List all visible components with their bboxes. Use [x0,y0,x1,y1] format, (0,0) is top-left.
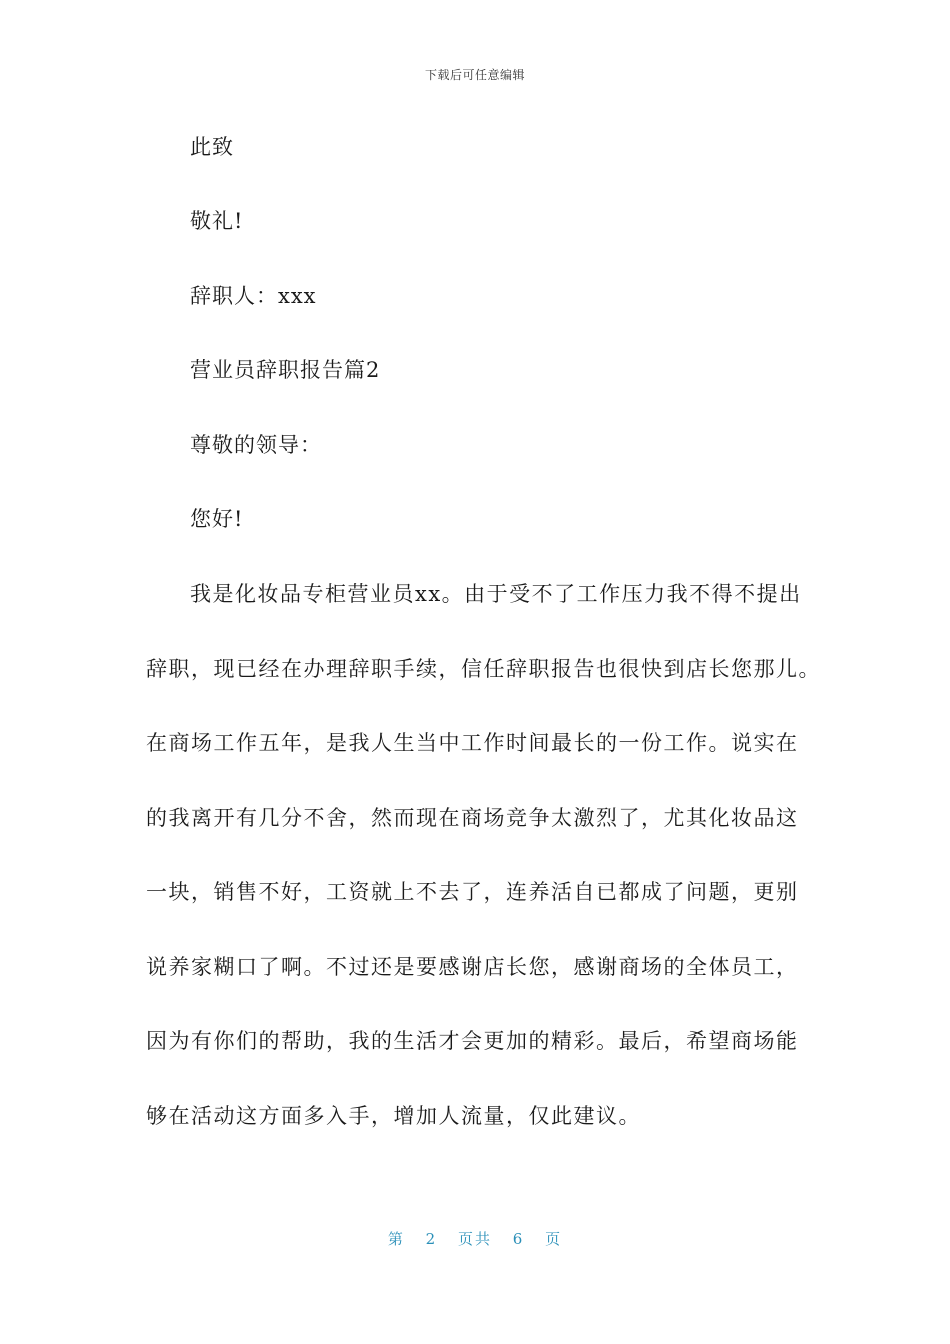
body-line: 辞职，现已经在办理辞职手续，信任辞职报告也很快到店长您那儿。 [146,657,821,681]
greeting-line: 您好! [190,507,244,531]
closing-line: 此致 [190,135,234,159]
salute-line: 敬礼! [190,209,244,233]
section-heading: 营业员辞职报告篇2 [190,358,381,382]
addressee-line: 尊敬的领导： [190,433,322,457]
body-line: 在商场工作五年，是我人生当中工作时间最长的一份工作。说实在 [146,731,799,755]
body-line: 的我离开有几分不舍，然而现在商场竞争太激烈了，尤其化妆品这 [146,806,799,830]
body-line: 我是化妆品专柜营业员xx。由于受不了工作压力我不得不提出 [190,582,802,606]
header-note: 下载后可任意编辑 [424,68,525,82]
body-line: 够在活动这方面多入手，增加人流量，仅此建议。 [146,1104,641,1128]
body-line: 一块，销售不好，工资就上不去了，连养活自已都成了问题，更别 [146,880,799,904]
body-line: 因为有你们的帮助，我的生活才会更加的精彩。最后，希望商场能 [146,1029,799,1053]
body-line: 说养家糊口了啊。不过还是要感谢店长您，感谢商场的全体员工， [146,955,799,979]
page-number-footer: 第 2 页共 6 页 [387,1230,563,1248]
signature-line: 辞职人：xxx [190,284,317,308]
